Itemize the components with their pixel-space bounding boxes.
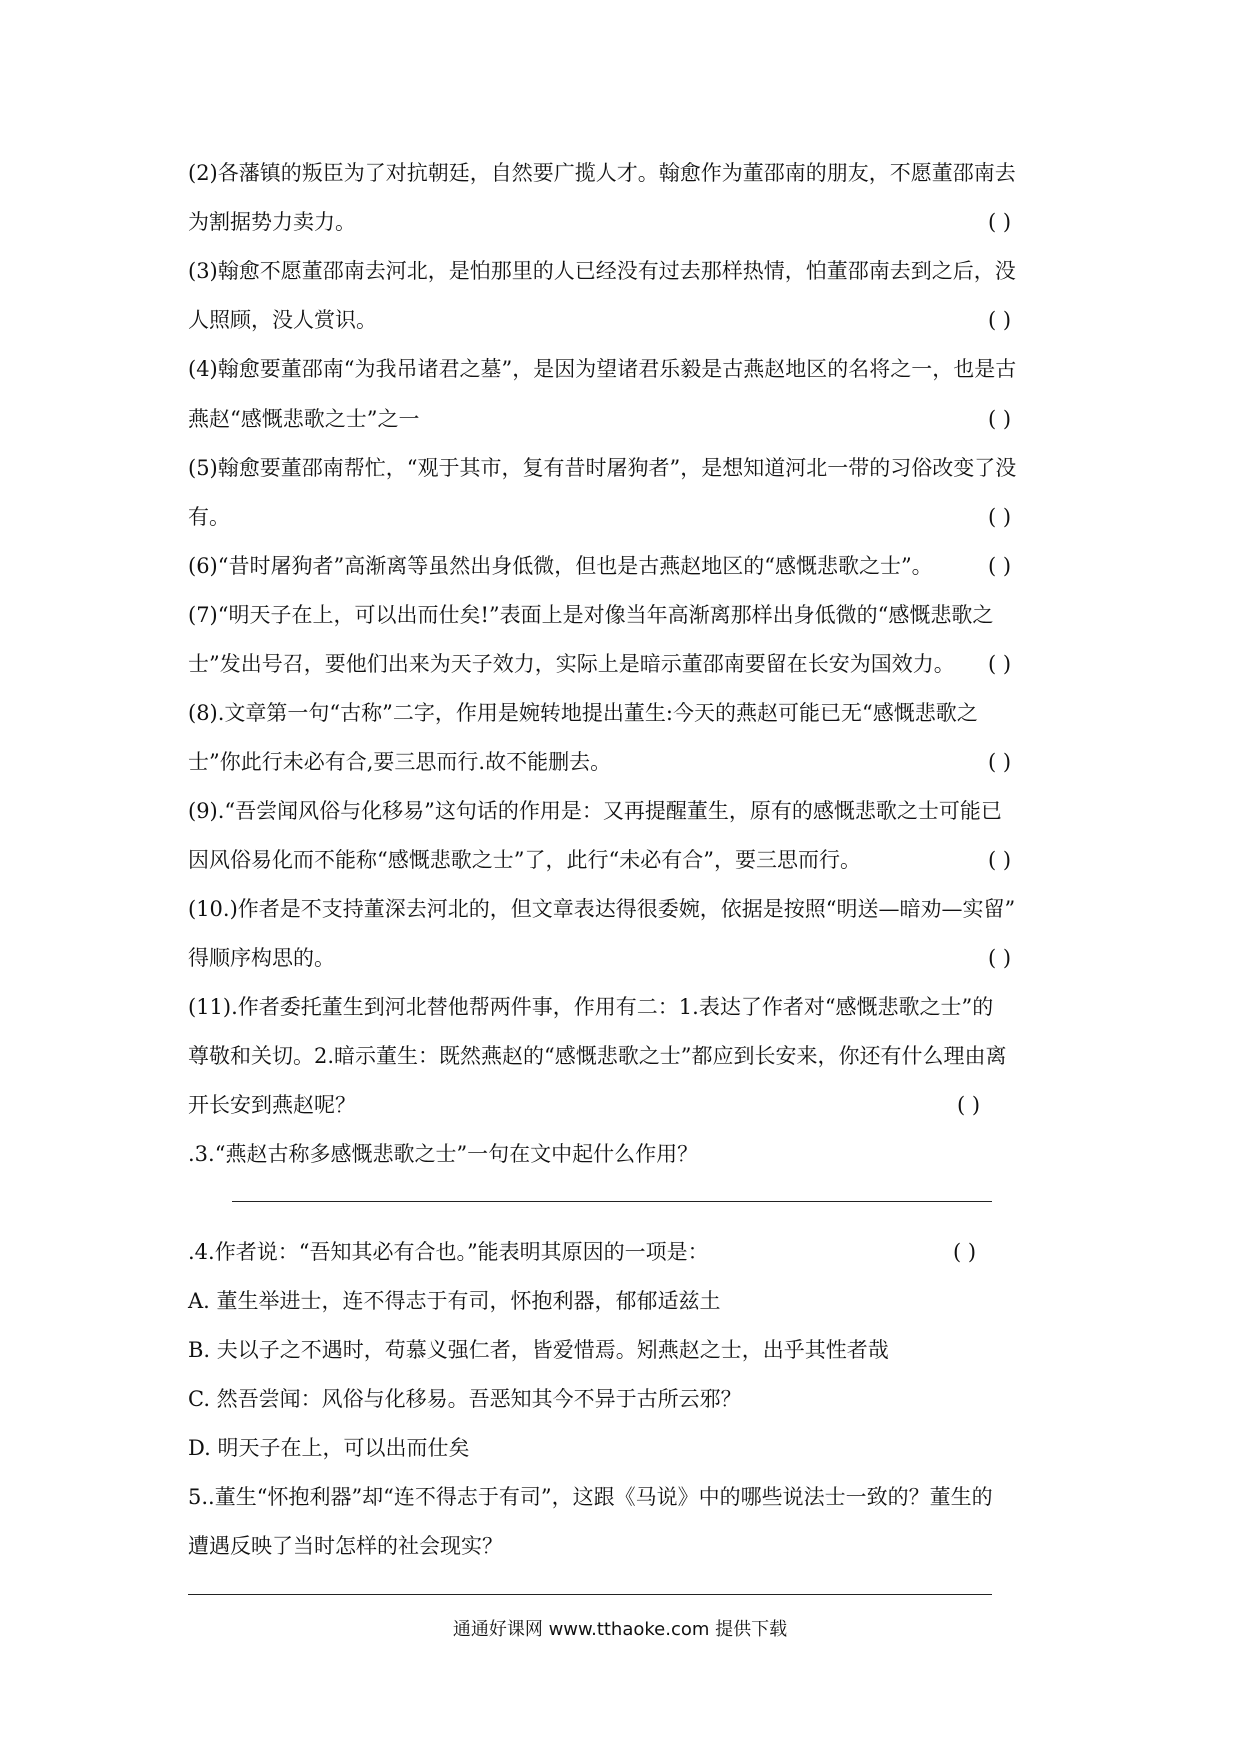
item-q9-line-2: 因风俗易化而不能称“感慨悲歌之士”了，此行“未必有合”，要三思而行。 [188,848,861,872]
answer-bracket-q4-choice: ( ) [953,1240,977,1264]
item-q6-line-1: (6)“昔时屠狗者”高渐离等虽然出身低微，但也是古燕赵地区的“感慨悲歌之士”。 [188,554,933,578]
page-footer: 通通好课网 www.tthaoke.com 提供下载 [452,1619,788,1640]
answer-line-q5-a [188,1594,668,1595]
answer-bracket-q8: ( ) [988,750,1012,774]
answer-line-q5-c [864,1594,992,1595]
item-q8-line-2: 士”你此行未必有合,要三思而行.故不能删去。 [188,750,612,774]
item-q5-line-1: (5)翰愈要董邵南帮忙，“观于其市，复有昔时屠狗者”，是想知道河北一带的习俗改变了没 [188,456,1017,480]
option-c: C. 然吾尝闻：风俗与化移易。吾恶知其今不异于古所云邪？ [188,1387,742,1411]
question-5-line-1: 5..董生“怀抱利器”却“连不得志于有司”，这跟《马说》中的哪些说法士一致的？董生的 [188,1485,993,1509]
answer-bracket-q5: ( ) [988,505,1012,529]
item-q10-line-1: (10.)作者是不支持董深去河北的，但文章表达得很委婉，依据是按照“明送—暗劝—实留” [188,897,1016,921]
option-b: B. 夫以子之不遇时，苟慕义强仁者，皆爱惜焉。矧燕赵之士，出乎其性者哉 [188,1338,889,1362]
question-5-line-2: 遭遇反映了当时怎样的社会现实？ [188,1534,503,1558]
answer-bracket-q3: ( ) [988,308,1012,332]
item-q11-line-2: 尊敬和关切。2.暗示董生：既然燕赵的“感慨悲歌之士”都应到长安来，你还有什么理由离 [188,1044,1007,1068]
question-3-title: .3.“燕赵古称多感慨悲歌之士”一句在文中起什么作用？ [188,1142,699,1166]
answer-line-q5-b [668,1594,864,1595]
item-q9-line-1: (9).“吾尝闻风俗与化移易”这句话的作用是：又再提醒董生，原有的感慨悲歌之士可能已 [188,799,1002,823]
item-q8-line-1: (8).文章第一句“古称”二字，作用是婉转地提出董生:今天的燕赵可能已无“感慨悲歌之 [188,701,978,725]
item-q7-line-2: 士”发出号召，要他们出来为天子效力，实际上是暗示董邵南要留在长安为国效力。 [188,652,955,676]
item-q2-line-2: 为割据势力卖力。 [188,210,356,234]
answer-bracket-q9: ( ) [988,848,1012,872]
item-q3-line-2: 人照顾，没人赏识。 [188,308,377,332]
answer-line-q3-b [440,1201,950,1202]
answer-line-q3-a [232,1201,440,1202]
item-q4-line-1: (4)翰愈要董邵南“为我吊诸君之墓”，是因为望诸君乐毅是古燕赵地区的名将之一，也是古 [188,357,1017,381]
answer-bracket-q11: ( ) [957,1093,981,1117]
item-q10-line-2: 得顺序构思的。 [188,946,335,970]
answer-bracket-q10: ( ) [988,946,1012,970]
answer-line-q3-c [950,1201,992,1202]
item-q4-line-2: 燕赵“感慨悲歌之士”之一 [188,407,420,431]
item-q3-line-1: (3)翰愈不愿董邵南去河北，是怕那里的人已经没有过去那样热情，怕董邵南去到之后，没 [188,259,1016,283]
answer-bracket-q4: ( ) [988,407,1012,431]
item-q5-line-2: 有。 [188,505,230,529]
option-a: A. 董生举进士，连不得志于有司，怀抱利器，郁郁适兹土 [188,1289,721,1313]
answer-bracket-q6: ( ) [988,554,1012,578]
item-q7-line-1: (7)“明天子在上，可以出而仕矣!”表面上是对像当年高渐离那样出身低微的“感慨悲歌之 [188,603,994,627]
option-d: D. 明天子在上，可以出而仕矣 [188,1436,470,1460]
answer-bracket-q2: ( ) [988,210,1012,234]
item-q11-line-3: 开长安到燕赵呢？ [188,1093,356,1117]
question-4-title: .4.作者说：“吾知其必有合也。”能表明其原因的一项是： [188,1240,709,1264]
item-q2-line-1: (2)各藩镇的叛臣为了对抗朝廷，自然要广揽人才。翰愈作为董邵南的朋友，不愿董邵南去 [188,161,1016,185]
item-q11-line-1: (11).作者委托董生到河北替他帮两件事，作用有二：1.表达了作者对“感慨悲歌之士”的 [188,995,994,1019]
answer-bracket-q7: ( ) [988,652,1012,676]
